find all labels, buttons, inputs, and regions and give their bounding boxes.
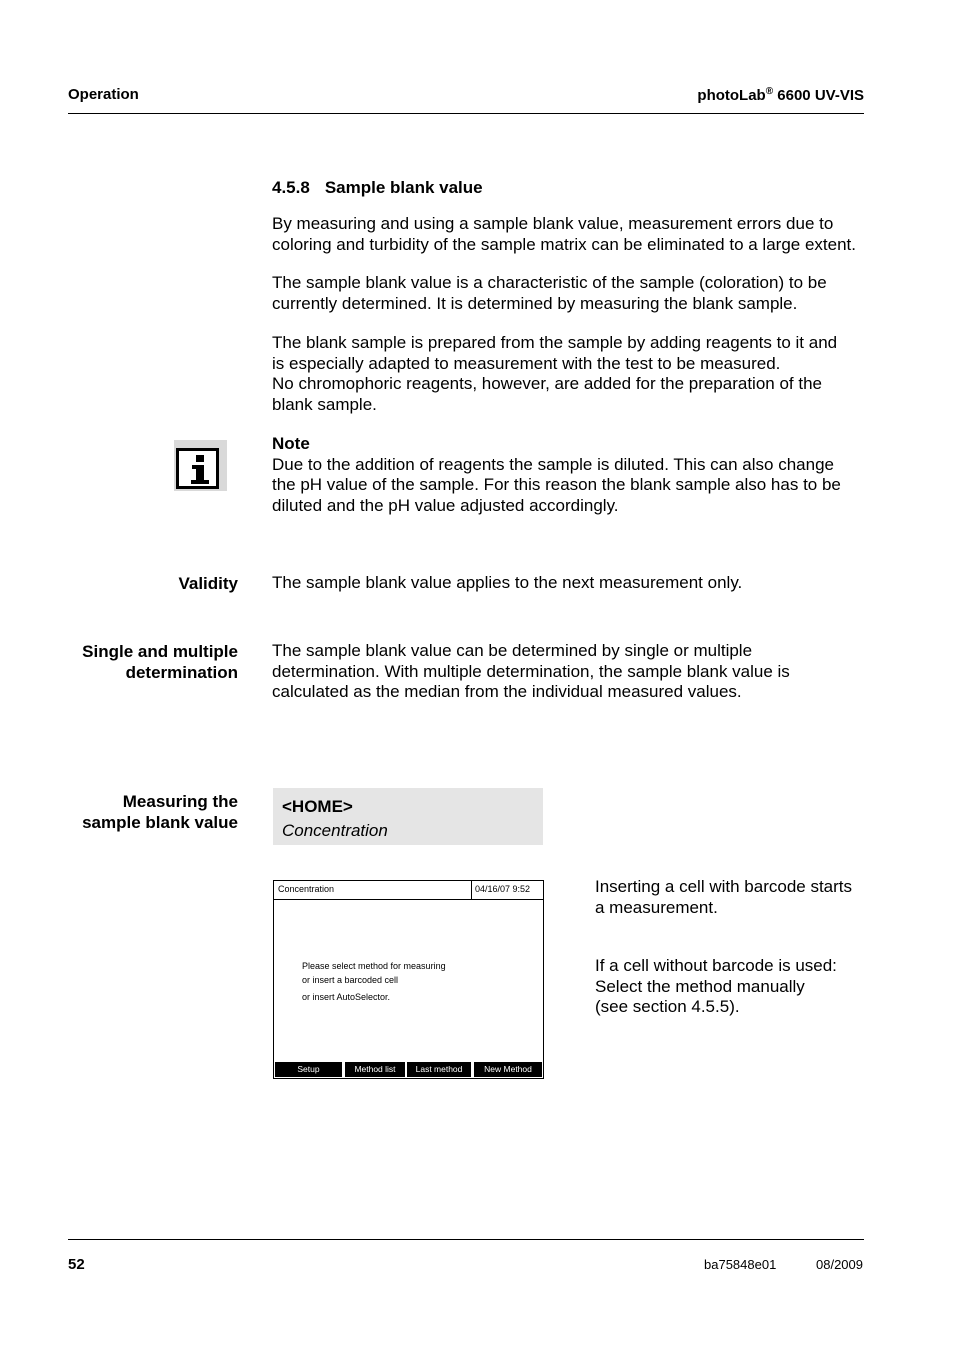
text-line: the pH value of the sample. For this reason the blank sample also has to be	[272, 475, 841, 495]
screen-datetime: 04/16/07 9:52	[471, 881, 543, 899]
measuring-label	[40, 791, 238, 833]
instruction-barcode	[595, 877, 875, 918]
softkey-new-method[interactable]: New Method	[474, 1062, 542, 1077]
text-line: blank sample.	[272, 395, 377, 415]
screen-message-line: or insert AutoSelector.	[302, 992, 391, 1002]
text-line: Inserting a cell with barcode starts	[595, 877, 853, 896]
text-line: coloring and turbidity of the sample matrix can be eliminated to a large extent.	[272, 234, 856, 254]
paragraph-preparation	[272, 333, 872, 416]
text-line: diluted and the pH value adjusted accordingly.	[272, 496, 619, 516]
softkey-bar	[275, 1062, 542, 1077]
product-name: photoLab	[697, 87, 766, 104]
text-line: is especially adapted to measurement with the test to be measured.	[272, 353, 781, 373]
validity-text: The sample blank value applies to the next measurement only.	[272, 573, 743, 592]
instruction-no-barcode	[595, 956, 875, 1018]
running-header-product	[697, 86, 864, 104]
registered-mark: ®	[765, 86, 774, 97]
text-line: a measurement.	[595, 897, 718, 917]
softkey-last-method[interactable]: Last method	[407, 1062, 471, 1077]
paragraph-intro	[272, 214, 872, 255]
document-date: 08/2009	[816, 1257, 863, 1272]
key-instruction-box	[273, 788, 543, 845]
running-header-section: Operation	[68, 86, 139, 103]
text-line: Select the method manually	[595, 976, 805, 996]
text-line: If a cell without barcode is used:	[595, 956, 837, 975]
determination-text	[272, 641, 872, 703]
info-icon	[174, 440, 227, 491]
note-block	[272, 434, 872, 517]
validity-label: Validity	[178, 574, 238, 593]
footer-rule	[68, 1239, 864, 1240]
home-key-label: <HOME>	[282, 797, 353, 816]
label-line: Single and multiple	[82, 642, 238, 661]
softkey-setup[interactable]: Setup	[275, 1062, 342, 1077]
text-line: The sample blank value can be determined by single or multiple	[272, 641, 753, 660]
document-id: ba75848e01	[704, 1257, 777, 1272]
mode-label: Concentration	[282, 821, 388, 840]
device-screen	[273, 880, 544, 1079]
section-title: Sample blank value	[324, 178, 483, 197]
text-line: Due to the addition of reagents the sample is diluted. This can also change	[272, 454, 834, 474]
softkey-method-list[interactable]: Method list	[345, 1062, 405, 1077]
screen-message-line: or insert a barcoded cell	[302, 975, 399, 985]
text-line: No chromophoric reagents, however, are added for the preparation of the	[272, 374, 823, 394]
product-model: 6600 UV-VIS	[777, 87, 864, 104]
text-line: determination. With multiple determination, the sample blank value is	[272, 661, 790, 681]
section-heading	[272, 178, 483, 198]
text-line: calculated as the median from the individual measured values.	[272, 682, 742, 702]
screen-title: Concentration	[278, 884, 335, 894]
note-heading: Note	[272, 434, 310, 453]
label-line: determination	[125, 663, 238, 682]
text-line: (see section 4.5.5).	[595, 997, 740, 1017]
header-rule	[68, 113, 864, 114]
screen-titlebar	[274, 881, 543, 900]
determination-label	[40, 641, 238, 683]
paragraph-characteristic	[272, 273, 872, 314]
text-line: The blank sample is prepared from the sample by adding reagents to it and	[272, 333, 838, 352]
text-line: By measuring and using a sample blank value, measurement errors due to	[272, 214, 834, 233]
page-number: 52	[68, 1256, 85, 1273]
section-number: 4.5.8	[272, 178, 310, 197]
text-line: The sample blank value is a characteristic of the sample (coloration) to be	[272, 273, 827, 292]
label-line: Measuring the	[122, 792, 238, 811]
screen-message-line: Please select method for measuring	[302, 961, 446, 971]
text-line: currently determined. It is determined by measuring the blank sample.	[272, 293, 798, 313]
label-line: sample blank value	[82, 813, 238, 832]
